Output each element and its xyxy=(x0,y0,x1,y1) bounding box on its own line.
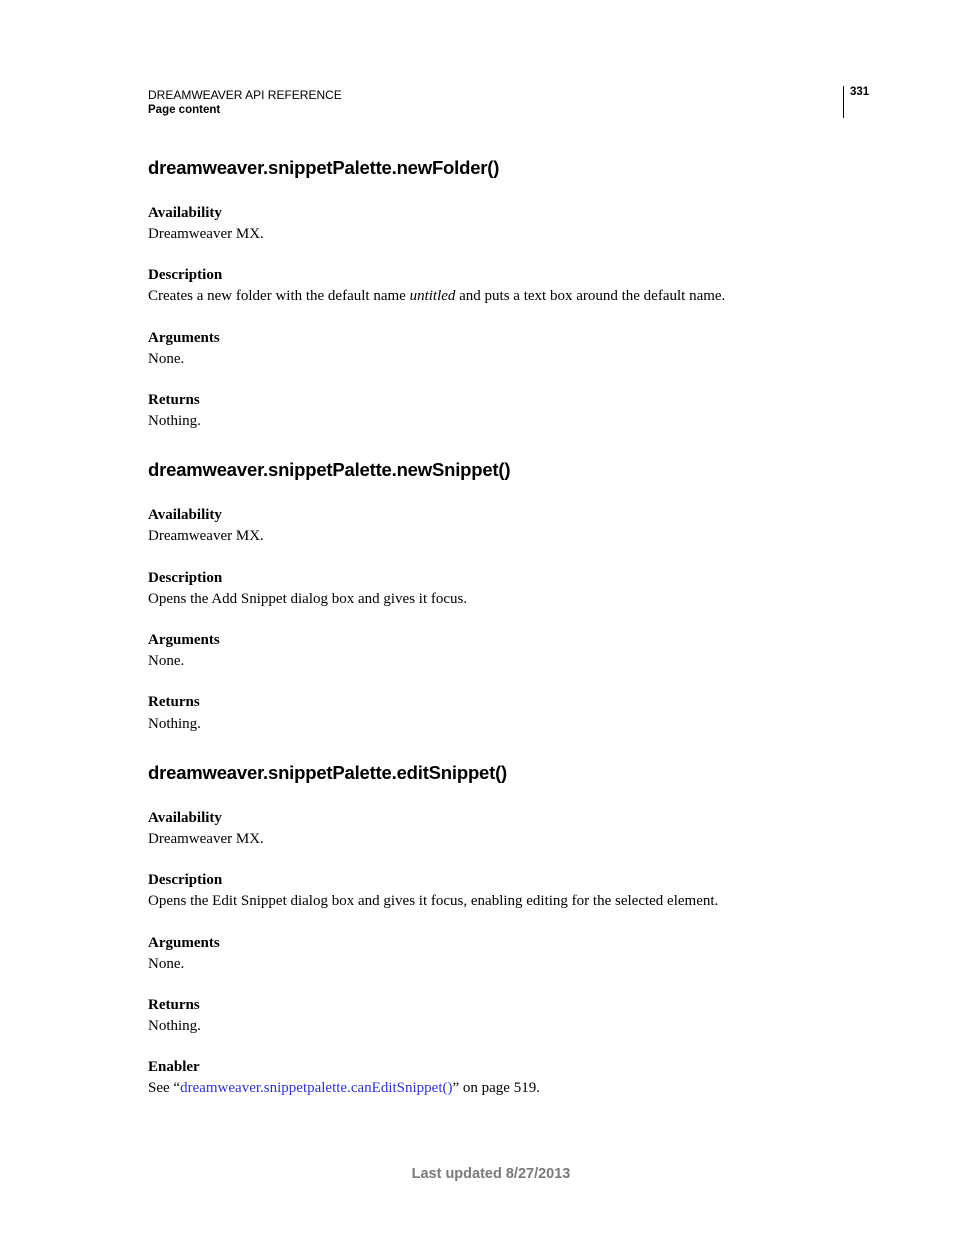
description-text: Opens the Edit Snippet dialog box and gives it focus, enabling editing for the selected element. xyxy=(148,893,719,909)
arguments-text: None. xyxy=(148,351,185,367)
description-text: Opens the Add Snippet dialog box and gives it focus. xyxy=(148,591,468,607)
enabler-label: Enabler xyxy=(148,1059,200,1075)
arguments-text: None. xyxy=(148,653,185,669)
section-heading-newsnippet: dreamweaver.snippetPalette.newSnippet() xyxy=(148,459,511,480)
description-text-end: and puts a text box around the default name. xyxy=(455,288,726,304)
section-heading-editsnippet: dreamweaver.snippetPalette.editSnippet() xyxy=(148,762,508,783)
availability-label: Availability xyxy=(148,810,222,826)
canedit-snippet-link[interactable]: dreamweaver.snippetpalette.canEditSnippet() xyxy=(180,1080,453,1096)
arguments-text: None. xyxy=(148,956,185,972)
running-header-subtitle: Page content xyxy=(148,104,221,116)
arguments-label: Arguments xyxy=(148,632,220,648)
returns-text: Nothing. xyxy=(148,716,201,732)
returns-label: Returns xyxy=(148,997,200,1013)
description-text xyxy=(148,288,725,305)
returns-text: Nothing. xyxy=(148,1018,201,1034)
description-label: Description xyxy=(148,872,223,888)
enabler-text xyxy=(148,1080,540,1097)
header-rule xyxy=(843,86,844,118)
returns-label: Returns xyxy=(148,694,200,710)
section-heading-newfolder: dreamweaver.snippetPalette.newFolder() xyxy=(148,157,500,178)
availability-label: Availability xyxy=(148,205,222,221)
description-text-start: Creates a new folder with the default name xyxy=(148,288,410,304)
arguments-label: Arguments xyxy=(148,935,220,951)
availability-text: Dreamweaver MX. xyxy=(148,226,264,242)
enabler-text-end: ” on page 519. xyxy=(452,1080,540,1096)
availability-text: Dreamweaver MX. xyxy=(148,831,264,847)
description-label: Description xyxy=(148,267,223,283)
returns-label: Returns xyxy=(148,392,200,408)
description-label: Description xyxy=(148,570,223,586)
returns-text: Nothing. xyxy=(148,413,201,429)
availability-text: Dreamweaver MX. xyxy=(148,528,264,544)
availability-label: Availability xyxy=(148,507,222,523)
arguments-label: Arguments xyxy=(148,330,220,346)
description-italic-name: untitled xyxy=(409,288,456,304)
enabler-text-start: See “ xyxy=(148,1080,181,1096)
footer-last-updated: Last updated 8/27/2013 xyxy=(411,1166,571,1182)
running-header-title: DREAMWEAVER API REFERENCE xyxy=(148,88,342,102)
page-number: 331 xyxy=(850,86,870,98)
